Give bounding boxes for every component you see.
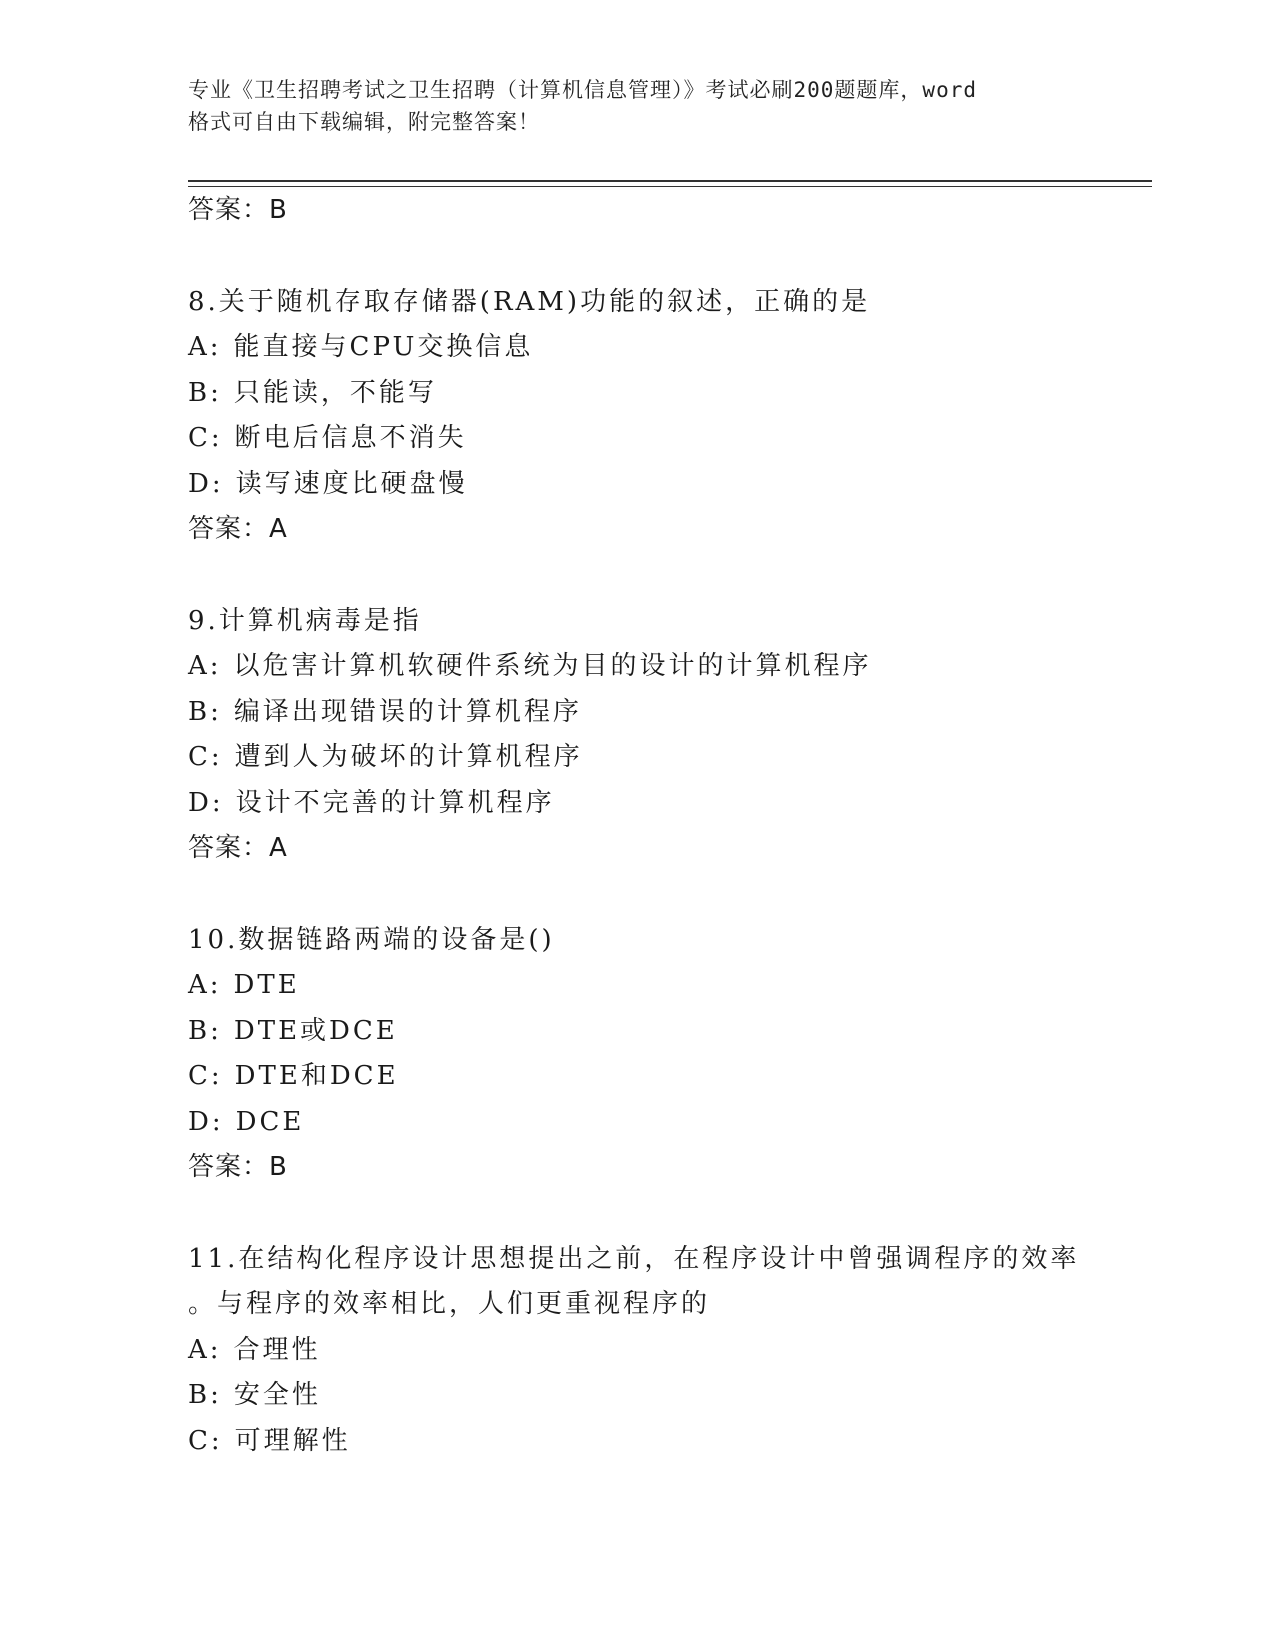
option-letter: D: [188,787,224,818]
answer-line: 答案：A [188,833,288,863]
previous-answer: 答案：B [188,195,288,225]
question-title: 10.数据链路两端的设备是() [188,924,555,955]
option-b [188,1373,1148,1419]
option-text: 读写速度比硬盘慢 [235,468,468,499]
option-b [188,690,1148,736]
document-header [188,74,1088,138]
option-letter: D: [188,1106,224,1137]
option-a [188,963,1148,1009]
option-letter: A: [188,332,222,362]
question-list [188,188,1148,1464]
option-a [188,1328,1148,1374]
option-text: 可理解性 [234,1425,351,1456]
option-c [188,1054,1148,1100]
option-letter: A: [188,970,222,1000]
option-c [188,416,1148,462]
option-text: DTE或DCE [233,1015,398,1046]
option-letter: B: [188,696,222,727]
question-8 [188,280,1148,553]
option-letter: C: [188,742,223,772]
option-letter: D: [188,468,224,499]
option-d [188,462,1148,508]
option-text: DTE和DCE [234,1061,399,1091]
option-text: 断电后信息不消失 [234,423,467,453]
option-text: 安全性 [233,1380,321,1410]
option-letter: A: [188,1334,222,1365]
header-line-2: 格式可自由下载编辑，附完整答案！ [188,110,540,134]
option-letter: C: [188,1425,223,1456]
option-text: 设计不完善的计算机程序 [235,787,555,818]
option-letter: B: [188,377,222,408]
option-letter: B: [188,1015,222,1046]
option-a [188,644,1148,690]
option-text: 合理性 [233,1334,321,1365]
answer-line: 答案：A [188,514,288,544]
option-a [188,325,1148,371]
header-divider-thick [188,180,1152,182]
header-line-1: 专业《卫生招聘考试之卫生招聘（计算机信息管理）》考试必刷200题题库，word [188,78,977,102]
option-letter: A: [188,651,222,681]
question-title-line-2: 。与程序的效率相比，人们更重视程序的 [188,1289,711,1319]
question-9 [188,599,1148,872]
option-text: 遭到人为破坏的计算机程序 [234,742,583,772]
header-divider-thin [188,186,1152,187]
option-text: 以危害计算机软硬件系统为目的设计的计算机程序 [233,651,872,681]
question-title: 8.关于随机存取存储器(RAM)功能的叙述，正确的是 [188,286,871,317]
option-d [188,781,1148,827]
option-c [188,1419,1148,1465]
question-title: 9.计算机病毒是指 [188,605,422,636]
question-11 [188,1237,1148,1465]
option-b [188,371,1148,417]
option-letter: B: [188,1380,222,1410]
option-text: DTE [233,970,300,1000]
option-b [188,1009,1148,1055]
question-10 [188,918,1148,1191]
answer-line: 答案：B [188,1152,288,1182]
option-letter: C: [188,423,223,453]
option-letter: C: [188,1061,223,1091]
question-title-line-1: 11.在结构化程序设计思想提出之前，在程序设计中曾强调程序的效率 [188,1243,1080,1274]
option-d [188,1100,1148,1146]
option-text: DCE [235,1106,305,1137]
option-text: 能直接与CPU交换信息 [233,332,534,362]
option-text: 只能读，不能写 [233,377,437,408]
option-text: 编译出现错误的计算机程序 [233,696,582,727]
option-c [188,735,1148,781]
